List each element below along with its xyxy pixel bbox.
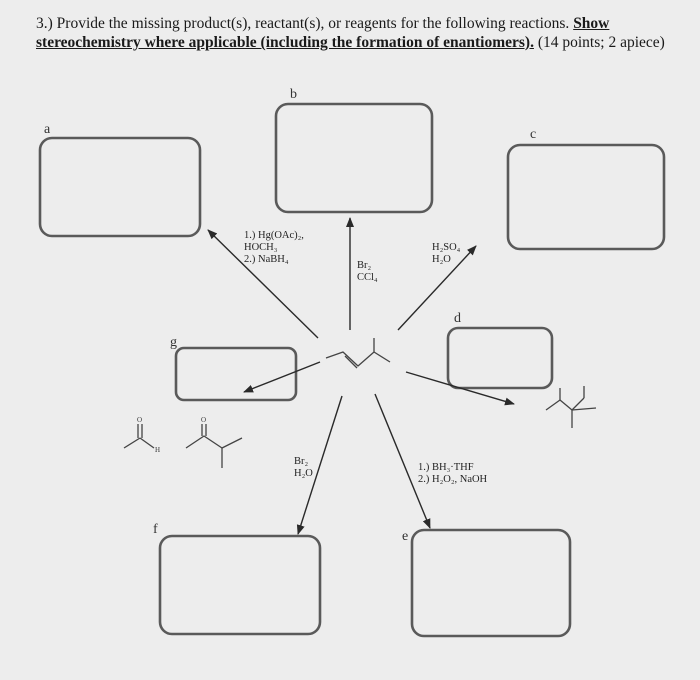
reagent-line: CCl₄ <box>357 272 378 283</box>
reagent-line: HOCH₃ <box>244 242 278 253</box>
answer-box-e[interactable] <box>412 530 570 636</box>
label-c: c <box>530 127 537 142</box>
answer-box-b[interactable] <box>276 104 432 212</box>
answer-box-f[interactable] <box>160 536 320 634</box>
reagents-oxymercuration <box>244 230 304 265</box>
label-e: e <box>402 529 409 544</box>
product-d-structure <box>546 386 596 428</box>
reagents-bromination <box>357 260 378 283</box>
question-emphasis: Show stereochemistry where applicable (including the formation of enantiomers). <box>36 15 610 51</box>
oxygen-atom: O <box>137 416 143 424</box>
ketone-structure <box>186 416 242 468</box>
reagent-line: 2.) H₂O₂, NaOH <box>418 474 488 485</box>
answer-box-c[interactable] <box>508 145 664 249</box>
label-g: g <box>170 335 177 350</box>
answer-box-g[interactable] <box>176 348 296 400</box>
arrow-to-e <box>375 394 430 528</box>
hydrogen-atom: H <box>155 446 161 454</box>
question-suffix: (14 points; 2 apiece) <box>533 34 665 51</box>
reagent-line: 2.) NaBH₄ <box>244 254 289 265</box>
arrow-to-g <box>244 362 320 392</box>
reagents-halohydrin <box>294 456 313 479</box>
reagents-hydration <box>432 242 461 265</box>
answer-box-a[interactable] <box>40 138 200 236</box>
reagent-line: H₂O <box>432 254 451 265</box>
reagent-line: Br₂ <box>294 456 309 467</box>
aldehyde-structure <box>124 416 160 454</box>
reagent-line: H₂SO₄ <box>432 242 461 253</box>
reagent-line: 1.) BH₃·THF <box>418 462 474 473</box>
answer-box-d[interactable] <box>448 328 552 388</box>
reagent-line: H₂O <box>294 468 313 479</box>
reagent-line: 1.) Hg(OAc)₂, <box>244 230 304 241</box>
oxygen-atom: O <box>201 416 207 424</box>
question-prefix: 3.) Provide the missing product(s), reactant(s), or reagents for the following reactions. <box>36 15 574 32</box>
label-a: a <box>44 122 51 137</box>
label-d: d <box>454 311 461 326</box>
reagents-hydroboration <box>418 462 488 485</box>
reagent-line: Br₂ <box>357 260 372 271</box>
label-b: b <box>290 87 297 102</box>
label-f: f <box>153 522 158 537</box>
central-alkene-structure <box>326 338 390 368</box>
